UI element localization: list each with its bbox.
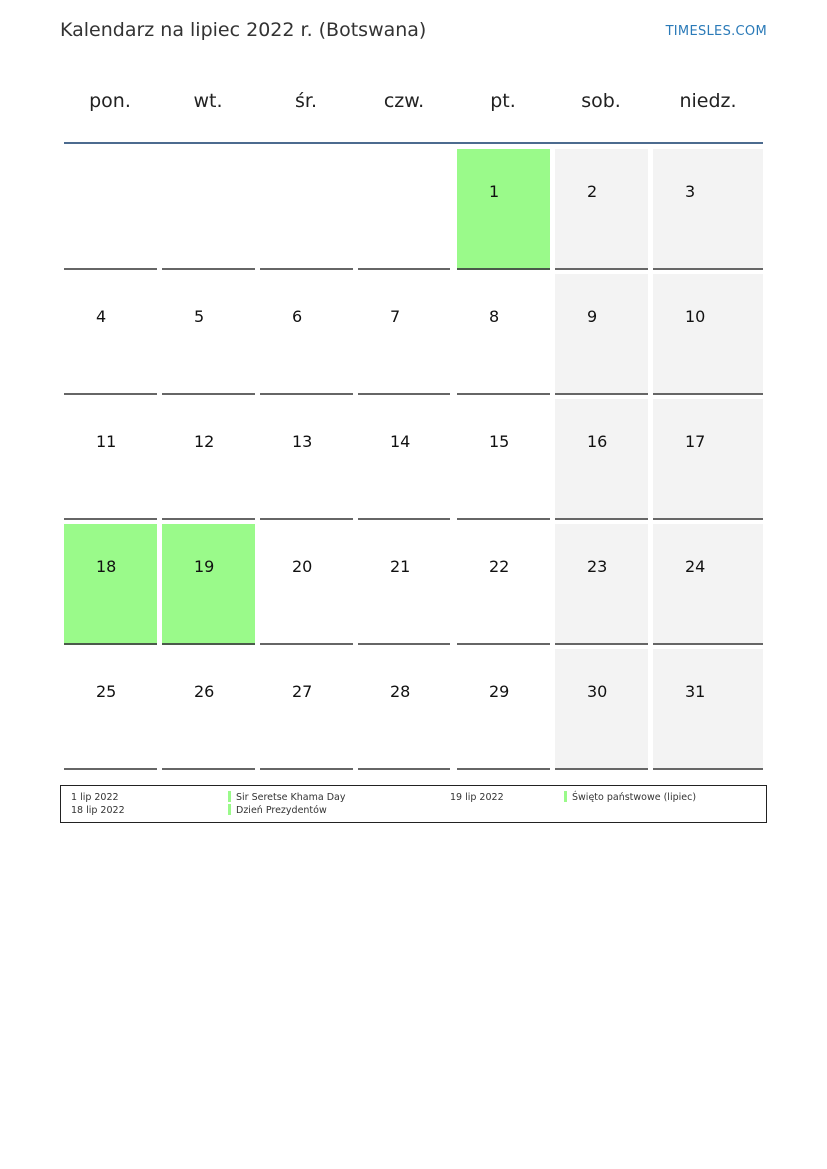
- legend-item: [228, 804, 345, 817]
- empty-day-cell: [260, 149, 353, 270]
- legend-date: 19 lip 2022: [450, 792, 504, 803]
- day-cell[interactable]: [358, 524, 450, 645]
- cell-underline: [653, 518, 763, 520]
- cell-underline: [260, 268, 353, 270]
- holiday-swatch: [228, 791, 231, 802]
- day-cell[interactable]: [64, 399, 157, 520]
- day-number: 13: [292, 432, 313, 451]
- cell-underline: [162, 643, 255, 645]
- day-cell[interactable]: [653, 399, 763, 520]
- day-number: 7: [390, 307, 401, 326]
- cell-underline: [64, 768, 157, 770]
- day-number: 29: [489, 682, 510, 701]
- empty-day-cell: [162, 149, 255, 270]
- weekday-header-row: [64, 90, 763, 120]
- day-number: 1: [489, 182, 500, 201]
- day-number: 16: [587, 432, 608, 451]
- day-number: 24: [685, 557, 706, 576]
- legend-dates-left: [71, 791, 125, 817]
- day-number: 21: [390, 557, 411, 576]
- cell-underline: [457, 643, 550, 645]
- day-number: 26: [194, 682, 215, 701]
- cell-underline: [260, 643, 353, 645]
- cell-underline: [358, 768, 450, 770]
- cell-underline: [64, 518, 157, 520]
- day-number: 28: [390, 682, 411, 701]
- day-number: 11: [96, 432, 117, 451]
- holiday-swatch: [564, 791, 567, 802]
- cell-underline: [162, 768, 255, 770]
- day-cell[interactable]: [260, 649, 353, 770]
- weekday-label: wt.: [193, 90, 223, 112]
- cell-underline: [457, 518, 550, 520]
- cell-underline: [260, 768, 353, 770]
- cell-underline: [260, 518, 353, 520]
- cell-underline: [653, 393, 763, 395]
- day-cell[interactable]: [162, 274, 255, 395]
- header-divider: [64, 142, 763, 144]
- holiday-legend: [60, 785, 767, 823]
- holiday-day-cell[interactable]: [162, 524, 255, 645]
- legend-names-right: [564, 791, 696, 804]
- weekday-label: pt.: [490, 90, 516, 112]
- site-link[interactable]: TIMESLES.COM: [665, 24, 767, 39]
- day-cell[interactable]: [653, 149, 763, 270]
- day-number: 9: [587, 307, 598, 326]
- legend-holiday-name: Dzień Prezydentów: [236, 805, 327, 816]
- day-number: 30: [587, 682, 608, 701]
- day-cell[interactable]: [162, 399, 255, 520]
- day-number: 15: [489, 432, 510, 451]
- day-number: 4: [96, 307, 107, 326]
- legend-date: 18 lip 2022: [71, 805, 125, 816]
- cell-underline: [457, 268, 550, 270]
- day-number: 18: [96, 557, 117, 576]
- day-cell[interactable]: [457, 524, 550, 645]
- legend-names-left: [228, 791, 345, 817]
- legend-holiday-name: Sir Seretse Khama Day: [236, 792, 346, 803]
- day-cell[interactable]: [555, 399, 648, 520]
- legend-date: 1 lip 2022: [71, 792, 119, 803]
- weekday-label: sob.: [581, 90, 621, 112]
- day-cell[interactable]: [653, 274, 763, 395]
- day-number: 22: [489, 557, 510, 576]
- day-cell[interactable]: [555, 649, 648, 770]
- holiday-day-cell[interactable]: [64, 524, 157, 645]
- legend-holiday-name: Święto państwowe (lipiec): [572, 792, 697, 803]
- day-number: 10: [685, 307, 706, 326]
- day-cell[interactable]: [260, 399, 353, 520]
- cell-underline: [555, 393, 648, 395]
- day-number: 2: [587, 182, 598, 201]
- day-cell[interactable]: [260, 524, 353, 645]
- day-number: 25: [96, 682, 117, 701]
- cell-underline: [358, 643, 450, 645]
- cell-underline: [162, 518, 255, 520]
- cell-underline: [64, 643, 157, 645]
- day-number: 27: [292, 682, 313, 701]
- day-number: 5: [194, 307, 205, 326]
- cell-underline: [162, 268, 255, 270]
- cell-underline: [653, 768, 763, 770]
- day-cell[interactable]: [457, 399, 550, 520]
- holiday-day-cell[interactable]: [457, 149, 550, 270]
- cell-underline: [653, 268, 763, 270]
- weekday-label: niedz.: [679, 90, 737, 112]
- day-cell[interactable]: [64, 274, 157, 395]
- cell-underline: [162, 393, 255, 395]
- empty-day-cell: [358, 149, 450, 270]
- day-cell[interactable]: [555, 274, 648, 395]
- day-number: 12: [194, 432, 215, 451]
- weekday-label: czw.: [383, 90, 425, 112]
- legend-dates-right: [450, 791, 504, 804]
- day-cell[interactable]: [653, 524, 763, 645]
- holiday-swatch: [228, 804, 231, 815]
- day-cell[interactable]: [260, 274, 353, 395]
- legend-item: [228, 791, 345, 804]
- day-number: 6: [292, 307, 303, 326]
- cell-underline: [260, 393, 353, 395]
- cell-underline: [358, 268, 450, 270]
- empty-day-cell: [64, 149, 157, 270]
- calendar-title: Kalendarz na lipiec 2022 r. (Botswana): [60, 19, 427, 41]
- cell-underline: [555, 768, 648, 770]
- cell-underline: [653, 643, 763, 645]
- cell-underline: [64, 393, 157, 395]
- day-number: 19: [194, 557, 215, 576]
- legend-item: [564, 791, 696, 804]
- day-number: 23: [587, 557, 608, 576]
- day-cell[interactable]: [555, 149, 648, 270]
- day-number: 8: [489, 307, 500, 326]
- weekday-label: śr.: [294, 90, 317, 112]
- day-cell[interactable]: [358, 399, 450, 520]
- day-cell[interactable]: [555, 524, 648, 645]
- cell-underline: [457, 393, 550, 395]
- day-cell[interactable]: [162, 649, 255, 770]
- cell-underline: [457, 768, 550, 770]
- cell-underline: [64, 268, 157, 270]
- cell-underline: [555, 518, 648, 520]
- day-cell[interactable]: [457, 649, 550, 770]
- day-cell[interactable]: [358, 274, 450, 395]
- day-cell[interactable]: [653, 649, 763, 770]
- cell-underline: [555, 643, 648, 645]
- day-number: 14: [390, 432, 411, 451]
- cell-underline: [358, 518, 450, 520]
- day-number: 3: [685, 182, 696, 201]
- cell-underline: [555, 268, 648, 270]
- cell-underline: [358, 393, 450, 395]
- day-cell[interactable]: [64, 649, 157, 770]
- day-number: 31: [685, 682, 706, 701]
- weekday-label: pon.: [89, 90, 131, 112]
- day-cell[interactable]: [358, 649, 450, 770]
- day-cell[interactable]: [457, 274, 550, 395]
- day-number: 20: [292, 557, 313, 576]
- day-number: 17: [685, 432, 706, 451]
